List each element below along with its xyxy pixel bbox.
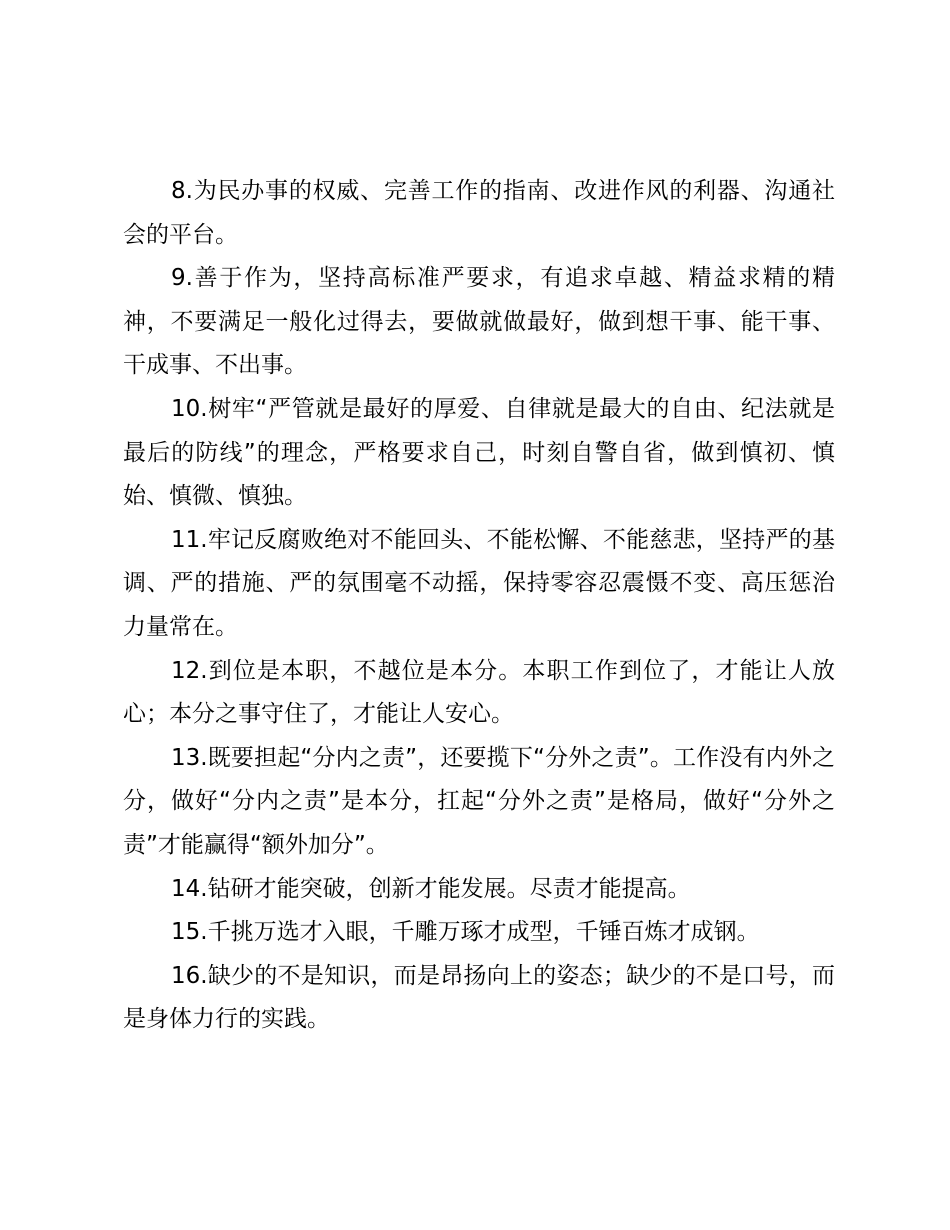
paragraph-14: 14.钻研才能突破，创新才能发展。尽责才能提高。 [171,875,691,902]
document-body [123,170,835,1042]
paragraph-12: 12.到位是本职，不越位是本分。本职工作到位了，才能让人放心；本分之事守住了，才能让人安心。 [123,657,835,728]
paragraph-10: 10.树牢“严管就是最好的厚爱、自律就是最大的自由、纪法就是最后的防线”的理念，严格要求自己，时刻自警自省，做到慎初、慎始、慎微、慎独。 [123,395,835,510]
paragraph-15: 15.千挑万选才入眼，千雕万琢才成型，千锤百炼才成钢。 [171,919,760,946]
paragraph-8: 8.为民办事的权威、完善工作的指南、改进作风的利器、沟通社会的平台。 [123,178,835,248]
paragraph-11: 11.牢记反腐败绝对不能回头、不能松懈、不能慈悲，坚持严的基调、严的措施、严的氛围毫不动摇，保持零容忍震慑不变、高压惩治力量常在。 [123,526,835,640]
paragraph-13: 13.既要担起“分内之责”，还要揽下“分外之责”。工作没有内外之分，做好“分内之责”是本分，扛起“分外之责”是格局，做好“分外之责”才能赢得“额外加分”。 [123,744,835,858]
paragraph-16: 16.缺少的不是知识，而是昂扬向上的姿态；缺少的不是口号，而是身体力行的实践。 [123,962,835,1033]
paragraph-9: 9.善于作为，坚持高标准严要求，有追求卓越、精益求精的精神，不要满足一般化过得去，要做就做最好，做到想干事、能干事、干成事、不出事。 [123,265,835,379]
